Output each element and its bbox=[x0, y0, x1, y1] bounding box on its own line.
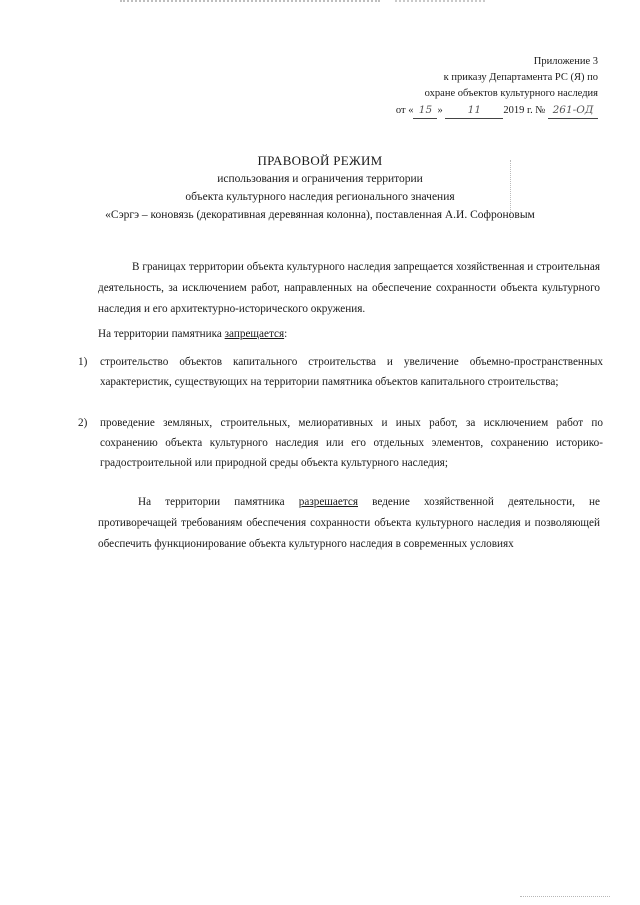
scan-artifact bbox=[120, 0, 380, 8]
handwritten-month: 11 bbox=[445, 102, 503, 119]
appendix-line-1: Приложение 3 bbox=[533, 56, 598, 67]
document-title-block bbox=[0, 152, 640, 224]
list-number: 1) bbox=[78, 356, 88, 368]
scan-artifact bbox=[520, 896, 610, 897]
para3-suffix: ведение хозяйственной деятельности, не противоречащей требованиям обеспечения сохранности объекта культурного наследия и позволяющей обеспечить функционирование объекта культурного наследия в современных условиях bbox=[98, 496, 601, 550]
para2-underlined: запрещается bbox=[224, 328, 285, 340]
para3-prefix: На территории памятника bbox=[138, 496, 299, 508]
list-text: проведение земляных, строительных, мелиоративных и иных работ, за исключением работ по сохранению объекта культурного наследия или его отдельных элементов, сохранению историко-градостроительной или природной среды объекта культурного наследия; bbox=[100, 417, 603, 469]
title-line-3: объекта культурного наследия регионального значения bbox=[185, 191, 455, 203]
date-mid: » bbox=[437, 105, 443, 116]
appendix-date-line bbox=[396, 102, 598, 119]
handwritten-number: 261-ОД bbox=[548, 102, 598, 119]
title-line-4: «Сэргэ – коновязь (декоративная деревянная колонна), поставленная А.И. Софроновым bbox=[105, 209, 535, 221]
para3-underlined: разрешается bbox=[298, 496, 358, 508]
appendix-line-2: к приказу Департамента РС (Я) по bbox=[443, 72, 598, 83]
para2-prefix: На территории памятника bbox=[98, 328, 225, 340]
paragraph-1: В границах территории объекта культурного наследия запрещается хозяйственная и строительная деятельность, за исключением работ, направленных на обеспечение сохранности объекта культурного наследия и его архитектурно-исторического окружения. bbox=[98, 261, 600, 315]
list-item bbox=[78, 413, 603, 473]
list-number: 2) bbox=[78, 417, 88, 429]
paragraph-2 bbox=[98, 324, 287, 345]
handwritten-day: 15 bbox=[413, 102, 437, 119]
paragraph-3 bbox=[98, 492, 600, 555]
year-text: 2019 г. № bbox=[503, 105, 546, 116]
title-line-2: использования и ограничения территории bbox=[217, 173, 423, 185]
list-text: строительство объектов капитального строительства и увеличение объемно-пространственных характеристик, существующих на территории памятника объектов капитального строительства; bbox=[100, 356, 603, 388]
appendix-header bbox=[396, 54, 598, 119]
list-item bbox=[78, 352, 603, 392]
scan-artifact bbox=[395, 0, 485, 8]
para2-suffix: : bbox=[284, 328, 288, 340]
appendix-line-3: охране объектов культурного наследия bbox=[424, 88, 598, 99]
document-title: ПРАВОВОЙ РЕЖИМ bbox=[257, 153, 383, 168]
date-prefix: от « bbox=[395, 105, 414, 116]
